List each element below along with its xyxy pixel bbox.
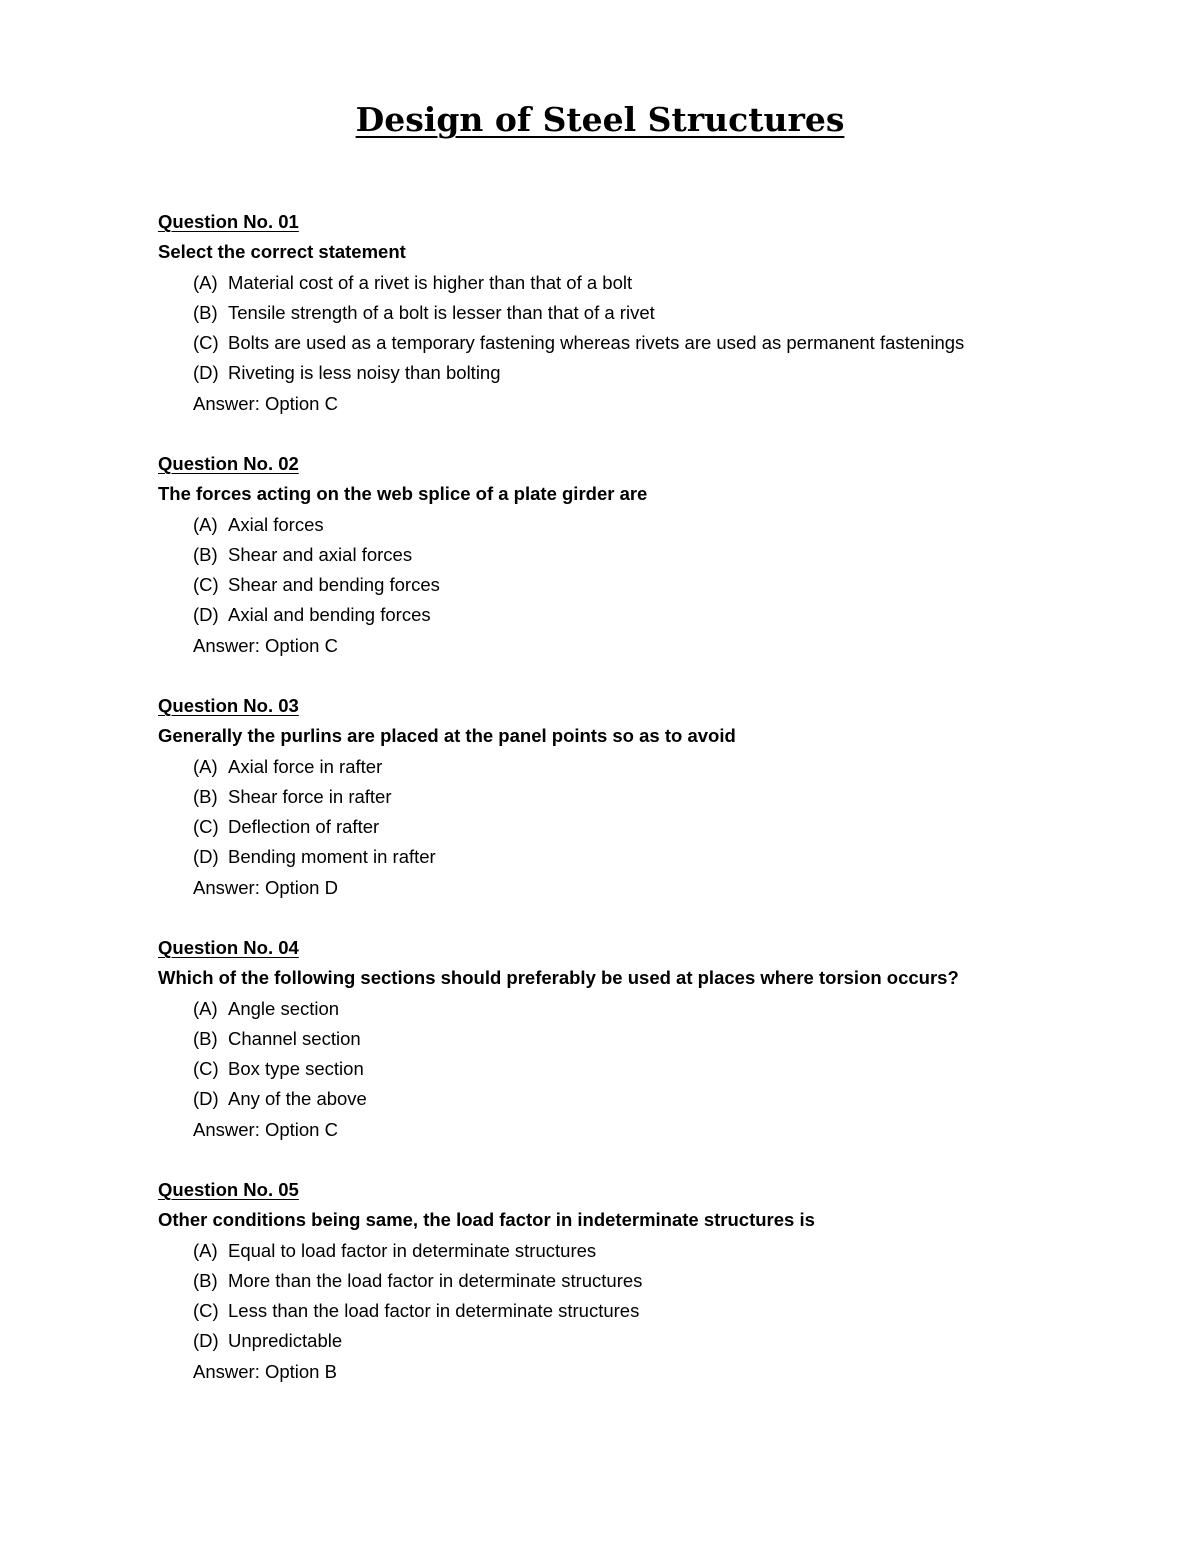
- option-b: [193, 1024, 1158, 1054]
- option-a: [193, 752, 1158, 782]
- option-text: More than the load factor in determinate structures: [228, 1269, 643, 1291]
- options-list: [158, 268, 1158, 389]
- options-list: [158, 752, 1158, 873]
- option-text: Material cost of a rivet is higher than that of a bolt: [228, 271, 633, 293]
- option-letter: (A): [193, 755, 218, 777]
- option-text: Axial forces: [228, 513, 324, 535]
- question-block: [158, 933, 1158, 1145]
- option-a: [193, 268, 1158, 298]
- question-block: [158, 1175, 1158, 1387]
- option-letter: (B): [193, 301, 218, 323]
- option-text: Axial and bending forces: [228, 604, 431, 626]
- option-letter: (B): [193, 785, 218, 807]
- question-block: [158, 207, 1158, 419]
- option-letter: (D): [193, 1330, 219, 1352]
- question-text: The forces acting on the web splice of a plate girder are: [158, 483, 648, 505]
- option-text: Any of the above: [228, 1088, 367, 1110]
- option-text: Riveting is less noisy than bolting: [228, 362, 501, 384]
- option-c: [193, 1296, 1158, 1326]
- option-d: [193, 842, 1158, 872]
- option-text: Angle section: [228, 997, 340, 1019]
- question-block: [158, 691, 1158, 903]
- option-b: [193, 298, 1158, 328]
- option-letter: (C): [193, 574, 219, 596]
- option-letter: (A): [193, 1239, 218, 1261]
- document-title: Design of Steel Structures: [355, 100, 845, 139]
- option-letter: (C): [193, 1058, 219, 1080]
- option-c: [193, 570, 1158, 600]
- option-text: Unpredictable: [228, 1330, 343, 1352]
- option-text: Tensile strength of a bolt is lesser than that of a rivet: [228, 301, 655, 323]
- option-text: Channel section: [228, 1027, 361, 1049]
- options-list: [158, 510, 1158, 631]
- option-c: [193, 812, 1158, 842]
- option-text: Box type section: [228, 1058, 364, 1080]
- option-letter: (A): [193, 513, 218, 535]
- option-a: [193, 1236, 1158, 1266]
- option-b: [193, 782, 1158, 812]
- option-letter: (A): [193, 997, 218, 1019]
- option-text: Shear force in rafter: [228, 785, 392, 807]
- question-number: Question No. 05: [158, 1179, 299, 1200]
- option-b: [193, 1266, 1158, 1296]
- question-text: Generally the purlins are placed at the panel points so as to avoid: [158, 725, 736, 747]
- option-text: Bending moment in rafter: [228, 846, 436, 868]
- option-letter: (C): [193, 1300, 219, 1322]
- option-letter: (B): [193, 1027, 218, 1049]
- options-list: [158, 994, 1158, 1115]
- option-letter: (B): [193, 1269, 218, 1291]
- option-c: [193, 328, 1158, 358]
- option-b: [193, 540, 1158, 570]
- option-letter: (A): [193, 271, 218, 293]
- option-letter: (D): [193, 362, 219, 384]
- question-number: Question No. 04: [158, 937, 299, 958]
- option-letter: (C): [193, 816, 219, 838]
- question-text: Select the correct statement: [158, 241, 406, 263]
- question-number: Question No. 03: [158, 695, 299, 716]
- answer-line: Answer: Option C: [193, 392, 338, 414]
- option-d: [193, 1326, 1158, 1356]
- option-text: Less than the load factor in determinate structures: [228, 1300, 640, 1322]
- question-number: Question No. 02: [158, 453, 299, 474]
- options-list: [158, 1236, 1158, 1357]
- option-d: [193, 600, 1158, 630]
- option-a: [193, 510, 1158, 540]
- option-d: [193, 1084, 1158, 1114]
- option-text: Bolts are used as a temporary fastening whereas rivets are used as permanent fastenings: [228, 332, 965, 354]
- option-letter: (D): [193, 846, 219, 868]
- question-text: Other conditions being same, the load factor in indeterminate structures is: [158, 1209, 815, 1231]
- option-text: Shear and bending forces: [228, 574, 440, 596]
- question-text: Which of the following sections should preferably be used at places where torsion occurs?: [158, 967, 959, 989]
- question-block: [158, 449, 1158, 661]
- option-text: Equal to load factor in determinate structures: [228, 1239, 597, 1261]
- answer-line: Answer: Option D: [193, 876, 338, 898]
- answer-line: Answer: Option C: [193, 1118, 338, 1140]
- option-letter: (D): [193, 604, 219, 626]
- option-letter: (B): [193, 543, 218, 565]
- option-letter: (C): [193, 332, 219, 354]
- question-number: Question No. 01: [158, 211, 299, 232]
- option-a: [193, 994, 1158, 1024]
- option-d: [193, 358, 1158, 388]
- option-text: Deflection of rafter: [228, 816, 380, 838]
- option-text: Axial force in rafter: [228, 755, 383, 777]
- option-text: Shear and axial forces: [228, 543, 413, 565]
- option-c: [193, 1054, 1158, 1084]
- answer-line: Answer: Option B: [193, 1360, 337, 1382]
- answer-line: Answer: Option C: [193, 634, 338, 656]
- option-letter: (D): [193, 1088, 219, 1110]
